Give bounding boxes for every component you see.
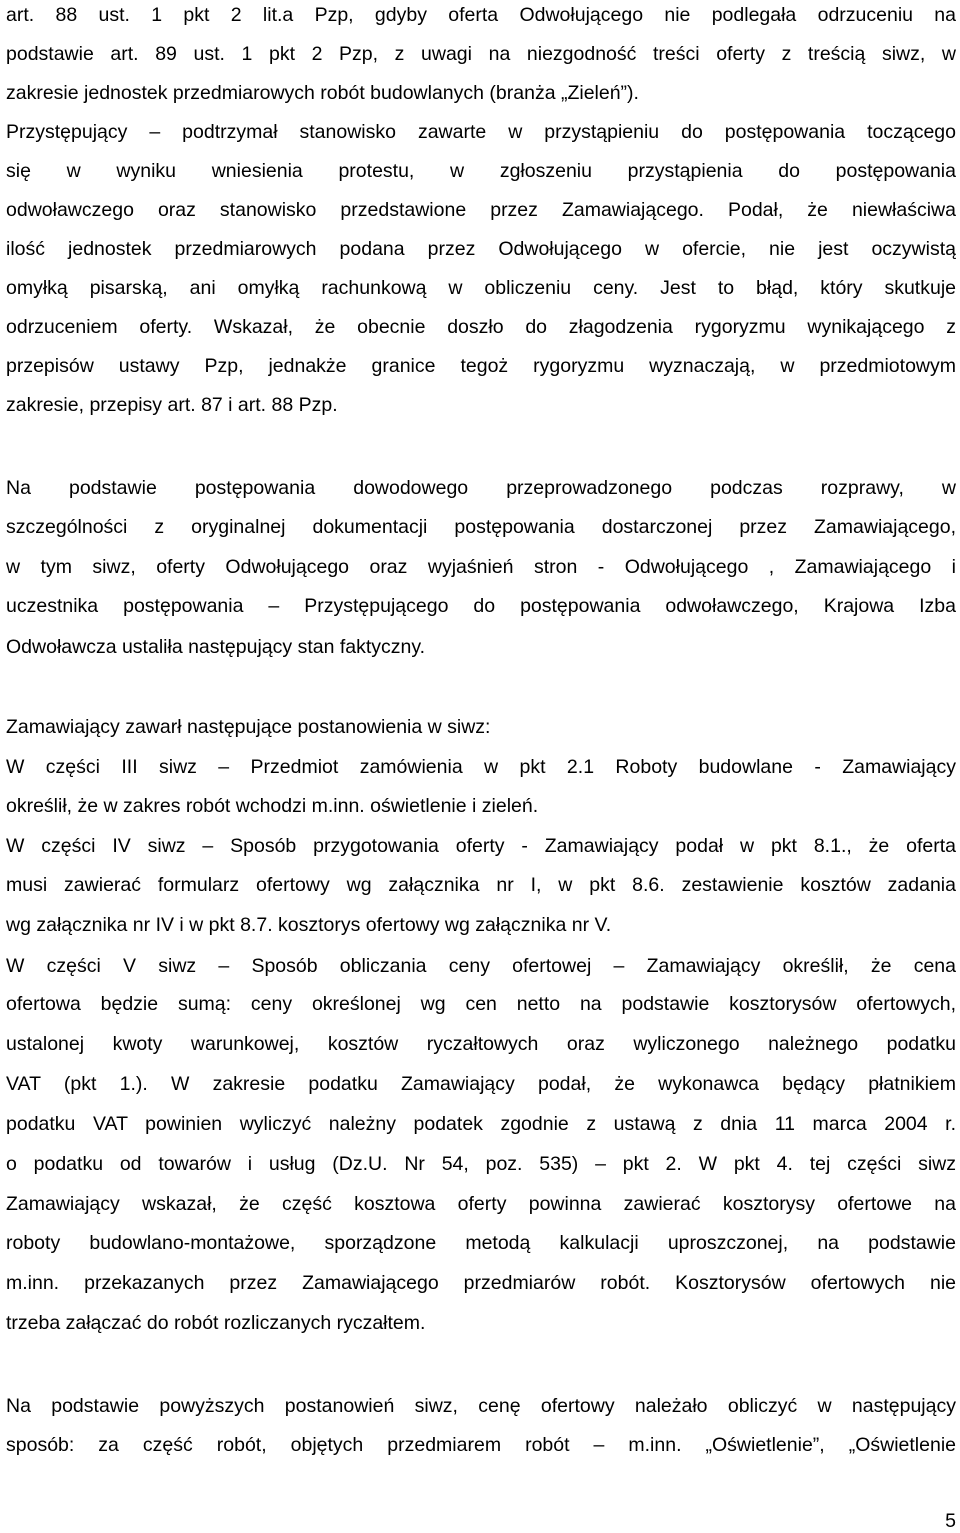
text-line: się w wyniku wniesienia protestu, w zgłoszeniu przystąpienia do postępowania	[6, 160, 956, 182]
text-line: ofertowa będzie sumą: ceny określonej wg cen netto na podstawie kosztorysów ofertowych,	[6, 993, 956, 1015]
text-line: Na podstawie powyższych postanowień siwz, cenę ofertowy należało obliczyć w następujący	[6, 1395, 956, 1417]
text-line: VAT (pkt 1.). W zakresie podatku Zamawiający podał, że wykonawca będący płatnikiem	[6, 1073, 956, 1095]
text-line: Odwoławcza ustaliła następujący stan faktyczny.	[6, 636, 426, 658]
text-line: w tym siwz, oferty Odwołującego oraz wyjaśnień stron - Odwołującego , Zamawiającego i	[6, 556, 956, 578]
text-line: W części III siwz – Przedmiot zamówienia w pkt 2.1 Roboty budowlane - Zamawiający	[6, 756, 956, 778]
text-line: zakresie jednostek przedmiarowych robót budowlanych (branża „Zieleń”).	[6, 82, 639, 104]
text-line: odrzuceniem oferty. Wskazał, że obecnie doszło do złagodzenia rygoryzmu wynikającego z	[6, 316, 956, 338]
text-line: art. 88 ust. 1 pkt 2 lit.a Pzp, gdyby oferta Odwołującego nie podlegała odrzuceniu na	[6, 4, 956, 26]
text-line: szczególności z oryginalnej dokumentacji postępowania dostarczonej przez Zamawiającego,	[6, 516, 956, 538]
text-line: musi zawierać formularz ofertowy wg załącznika nr I, w pkt 8.6. zestawienie kosztów zadania	[6, 874, 956, 896]
text-line: roboty budowlano-montażowe, sporządzone metodą kalkulacji uproszczonej, na podstawie	[6, 1232, 956, 1254]
text-line: odwoławczego oraz stanowisko przedstawione przez Zamawiającego. Podał, że niewłaściwa	[6, 199, 956, 221]
text-line: przepisów ustawy Pzp, jednakże granice tegoż rygoryzmu wyznaczają, w przedmiotowym	[6, 355, 956, 377]
text-line: trzeba załączać do robót rozliczanych ryczałtem.	[6, 1312, 426, 1334]
text-line: Zamawiający wskazał, że część kosztowa oferty powinna zawierać kosztorysy ofertowe na	[6, 1193, 956, 1215]
page-number: 5	[945, 1510, 956, 1532]
text-line: Zamawiający zawarł następujące postanowienia w siwz:	[6, 716, 491, 738]
text-line: m.inn. przekazanych przez Zamawiającego przedmiarów robót. Kosztorysów ofertowych nie	[6, 1272, 956, 1294]
text-line: podatku VAT powinien wyliczyć należny podatek zgodnie z ustawą z dnia 11 marca 2004 r.	[6, 1113, 956, 1135]
text-line: Przystępujący – podtrzymał stanowisko zawarte w przystąpieniu do postępowania toczącego	[6, 121, 956, 143]
text-line: ustalonej kwoty warunkowej, kosztów ryczałtowych oraz wyliczonego należnego podatku	[6, 1033, 956, 1055]
text-line: podstawie art. 89 ust. 1 pkt 2 Pzp, z uwagi na niezgodność treści oferty z treścią siwz, w	[6, 43, 956, 65]
text-line: Na podstawie postępowania dowodowego przeprowadzonego podczas rozprawy, w	[6, 477, 956, 499]
text-line: W części V siwz – Sposób obliczania ceny ofertowej – Zamawiający określił, że cena	[6, 955, 956, 977]
text-line: zakresie, przepisy art. 87 i art. 88 Pzp.	[6, 394, 338, 416]
text-line: W części IV siwz – Sposób przygotowania oferty - Zamawiający podał w pkt 8.1., że oferta	[6, 835, 956, 857]
text-line: omyłką pisarską, ani omyłką rachunkową w obliczeniu ceny. Jest to błąd, który skutkuje	[6, 277, 956, 299]
text-line: sposób: za część robót, objętych przedmiarem robót – m.inn. „Oświetlenie”, „Oświetlenie	[6, 1434, 956, 1456]
text-line: o podatku od towarów i usług (Dz.U. Nr 54, poz. 535) – pkt 2. W pkt 4. tej części siwz	[6, 1153, 956, 1175]
text-line: ilość jednostek przedmiarowych podana przez Odwołującego w ofercie, nie jest oczywistą	[6, 238, 956, 260]
text-line: uczestnika postępowania – Przystępującego do postępowania odwoławczego, Krajowa Izba	[6, 595, 956, 617]
text-line: określił, że w zakres robót wchodzi m.inn. oświetlenie i zieleń.	[6, 795, 539, 817]
text-line: wg załącznika nr IV i w pkt 8.7. kosztorys ofertowy wg załącznika nr V.	[6, 914, 612, 936]
